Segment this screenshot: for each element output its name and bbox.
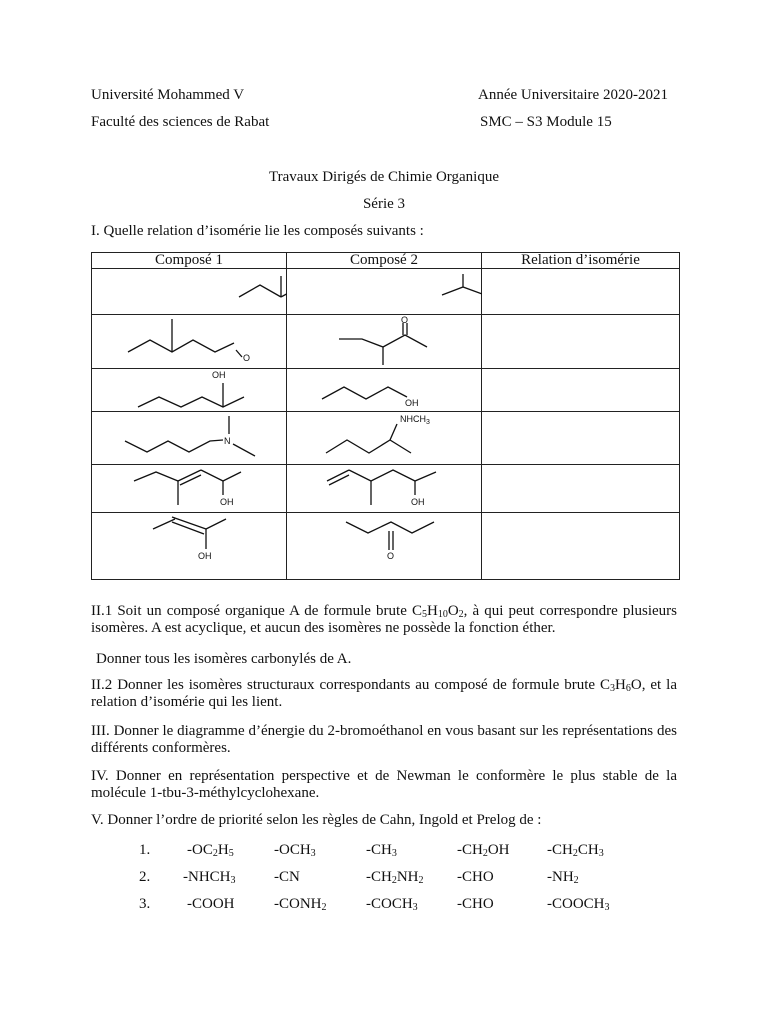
group: $-NHCH_3$ bbox=[183, 869, 236, 886]
question-2-1: II.1 Soit un composé organique A de formule brute $C_5H_{10}O_2$, à qui peut correspondre plusieurs isomères. A est acyclique, et aucun des isomères ne possède la fonction éther. bbox=[91, 603, 678, 636]
priority-number: 1. bbox=[139, 842, 151, 858]
table-row bbox=[92, 269, 680, 315]
group: $-CH_2NH_2$ bbox=[366, 869, 424, 886]
priority-number: 3. bbox=[139, 896, 151, 912]
compound-1-cell bbox=[92, 269, 287, 315]
table-row bbox=[92, 412, 680, 465]
question-3: III. Donner le diagramme d’énergie du 2-bromoéthanol en vous basant sur les représentations des différents conformères. bbox=[91, 723, 677, 756]
isomer-table bbox=[91, 252, 680, 580]
hydroxyl-label: OH bbox=[405, 398, 419, 408]
compound-1-cell bbox=[92, 465, 287, 513]
hydroxyl-label: OH bbox=[220, 497, 234, 507]
group: $-CH_2OH$ bbox=[457, 842, 510, 859]
compound-1-cell bbox=[92, 412, 287, 465]
compound-2-cell bbox=[287, 315, 482, 369]
group: $-CH_3$ bbox=[366, 842, 397, 859]
compound-1-cell bbox=[92, 513, 287, 580]
table-row bbox=[92, 369, 680, 412]
group: -CN bbox=[274, 869, 300, 885]
question-5: V. Donner l’ordre de priorité selon les règles de Cahn, Ingold et Prelog de : bbox=[91, 812, 542, 828]
oxygen-label: O bbox=[401, 315, 409, 325]
oxygen-label: O bbox=[243, 353, 251, 363]
col-header-compose-1: Composé 1 bbox=[92, 253, 287, 269]
hydroxyl-label: OH bbox=[411, 497, 425, 507]
compound-2-cell bbox=[287, 513, 482, 580]
group: $-OC_2H_5$ bbox=[187, 842, 234, 859]
molecule-ketone bbox=[287, 315, 482, 368]
group: $-CH_2CH_3$ bbox=[547, 842, 604, 859]
table-row bbox=[92, 513, 680, 580]
col-header-relation: Relation d’isomérie bbox=[482, 253, 680, 269]
nitrogen-label: N bbox=[224, 436, 231, 446]
question-4: IV. Donner en représentation perspective et de Newman le conformère le plus stable de la molécule 1-tbu-3-méthylcyclohexane. bbox=[91, 768, 677, 801]
compound-1-cell bbox=[92, 369, 287, 412]
molecule-enol bbox=[92, 513, 287, 579]
university-name: Université Mohammed V bbox=[91, 87, 245, 103]
document-title: Travaux Dirigés de Chimie Organique bbox=[269, 169, 499, 185]
hydroxyl-label: OH bbox=[212, 370, 226, 380]
question-2-1-task: Donner tous les isomères carbonylés de A. bbox=[96, 651, 352, 667]
group: -COOH bbox=[187, 896, 235, 912]
table-row bbox=[92, 315, 680, 369]
relation-answer-cell[interactable] bbox=[482, 315, 680, 369]
module-label: SMC – S3 Module 15 bbox=[480, 114, 612, 130]
molecule-hexan-2-ol bbox=[92, 369, 287, 411]
group: $-OCH_3$ bbox=[274, 842, 316, 859]
relation-answer-cell[interactable] bbox=[482, 513, 680, 580]
relation-answer-cell[interactable] bbox=[482, 369, 680, 412]
compound-2-cell bbox=[287, 269, 482, 315]
molecule-unsaturated-alcohol-2 bbox=[287, 465, 482, 512]
molecule-unsaturated-alcohol-1 bbox=[92, 465, 287, 512]
priority-number: 2. bbox=[139, 869, 151, 885]
molecule-aldehyde bbox=[92, 315, 287, 368]
question-1: I. Quelle relation d’isomérie lie les composés suivants : bbox=[91, 223, 424, 239]
molecule-tertiary-amine bbox=[92, 412, 287, 464]
compound-2-cell bbox=[287, 412, 482, 465]
academic-year: Année Universitaire 2020-2021 bbox=[478, 87, 668, 103]
molecule-2-methylbutane bbox=[92, 269, 287, 314]
compound-1-cell bbox=[92, 315, 287, 369]
group: -CHO bbox=[457, 869, 494, 885]
serie-label: Série 3 bbox=[362, 196, 406, 212]
oxygen-label: O bbox=[387, 551, 395, 561]
faculty-name: Faculté des sciences de Rabat bbox=[91, 114, 270, 130]
compound-2-cell bbox=[287, 465, 482, 513]
table-header-row bbox=[92, 253, 680, 269]
group: -CHO bbox=[457, 896, 494, 912]
group: $-CONH_2$ bbox=[274, 896, 327, 913]
hydroxyl-label: OH bbox=[198, 551, 212, 561]
molecule-hexan-1-ol bbox=[287, 369, 482, 411]
relation-answer-cell[interactable] bbox=[482, 269, 680, 315]
molecule-butanone bbox=[287, 513, 482, 579]
group: $-NH_2$ bbox=[547, 869, 579, 886]
relation-answer-cell[interactable] bbox=[482, 465, 680, 513]
col-header-compose-2: Composé 2 bbox=[287, 253, 482, 269]
group: $-COOCH_3$ bbox=[547, 896, 610, 913]
molecule-2-3-dimethylbutane bbox=[287, 269, 482, 314]
group: $-COCH_3$ bbox=[366, 896, 418, 913]
nhch3-label: $NHCH_3$ bbox=[400, 414, 430, 426]
question-2-2: II.2 Donner les isomères structuraux correspondants au composé de formule brute $C_3H_6O$, et la relation d’isomérie qui les lient. bbox=[91, 677, 678, 710]
table-row bbox=[92, 465, 680, 513]
compound-2-cell bbox=[287, 369, 482, 412]
relation-answer-cell[interactable] bbox=[482, 412, 680, 465]
molecule-secondary-amine bbox=[287, 412, 482, 464]
